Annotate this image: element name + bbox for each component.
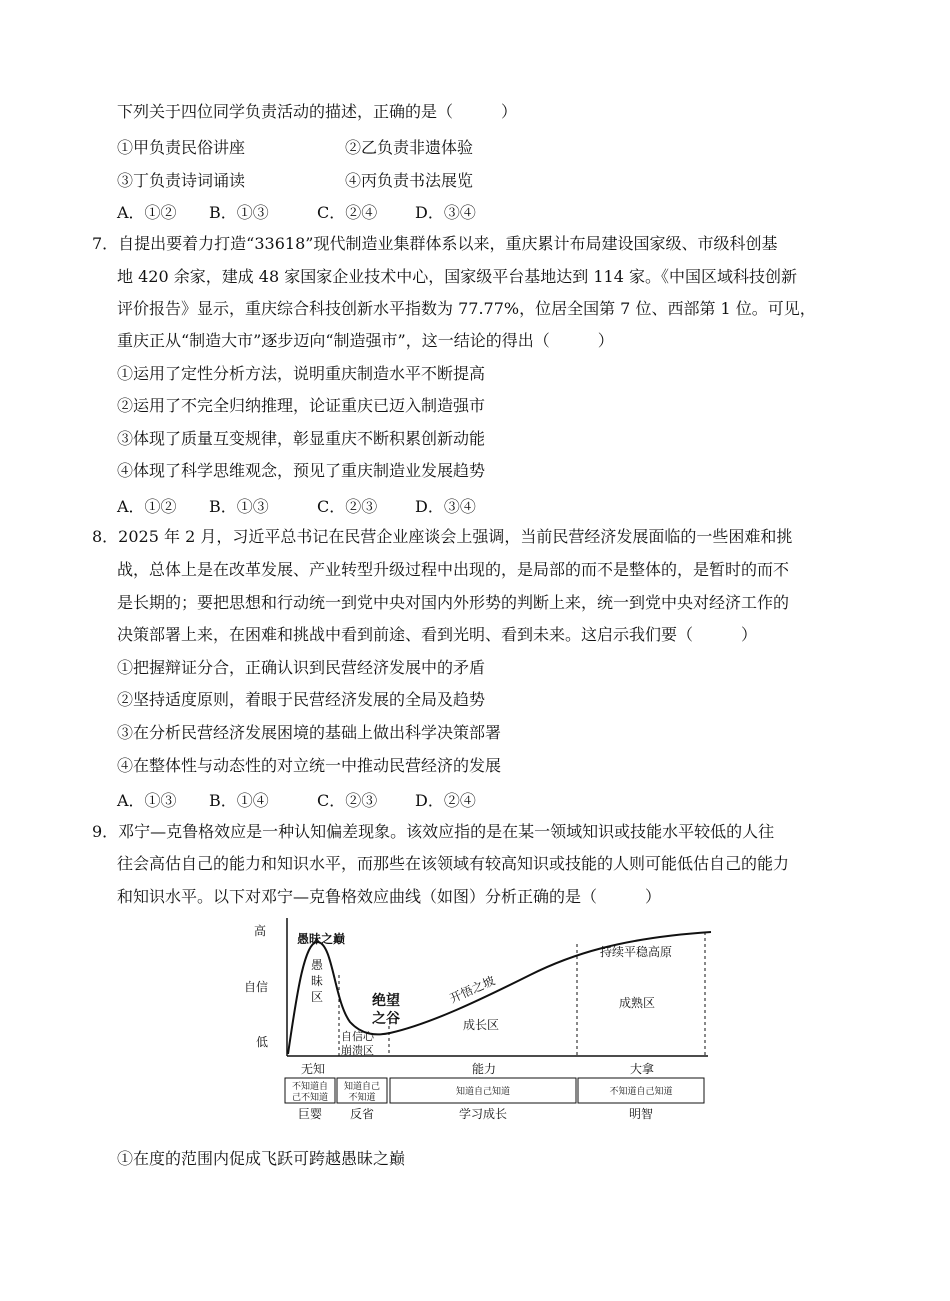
q7-line-3: 评价报告》显示，重庆综合科技创新水平指数为 77.77%，位居全国第 7 位、西部第 1 位。可见， bbox=[117, 299, 816, 318]
stage-name-1: 巨婴 bbox=[297, 1107, 323, 1121]
q6-option-a: A．①② bbox=[117, 203, 177, 222]
stage-box-1 bbox=[285, 1078, 335, 1103]
stage-box-2 bbox=[337, 1078, 387, 1103]
stage-name-4: 明智 bbox=[628, 1107, 654, 1121]
y-label-high: 高 bbox=[254, 924, 267, 938]
stage-name-3: 学习成长 bbox=[458, 1107, 508, 1121]
q6-items-row-2 bbox=[117, 168, 537, 188]
stage-box-4 bbox=[578, 1078, 704, 1103]
box1-line-1: 不知道自 bbox=[291, 1082, 329, 1092]
stage-name-2: 反省 bbox=[349, 1107, 375, 1121]
q9-item-1: ①在度的范围内促成飞跃可跨越愚昧之巅 bbox=[117, 1149, 406, 1168]
q9-line-1: 9．邓宁—克鲁格效应是一种认知偏差现象。该效应指的是在某一领域知识或技能水平较低的人往 bbox=[92, 822, 775, 841]
q8-option-c: C．②③ bbox=[317, 791, 378, 810]
q6-item-2: ②乙负责非遗体验 bbox=[345, 138, 474, 157]
q6-option-c: C．②④ bbox=[317, 203, 378, 222]
x-label-ability: 能力 bbox=[472, 1062, 497, 1076]
q7-line-2: 地 420 余家，建成 48 家国家企业技术中心，国家级平台基地达到 114 家。《中国区域科技创新 bbox=[117, 267, 797, 286]
plateau-label: 持续平稳高原 bbox=[600, 945, 673, 959]
q7-option-c: C．②③ bbox=[317, 497, 378, 516]
q8-option-d: D．②④ bbox=[415, 791, 476, 810]
peak-label: 愚昧之巅 bbox=[297, 932, 346, 946]
q6-items-row-1 bbox=[117, 135, 537, 155]
q8-item-2: ②坚持适度原则，着眼于民营经济发展的全局及趋势 bbox=[117, 690, 486, 709]
x-label-expert: 大拿 bbox=[630, 1062, 655, 1076]
q7-option-b: B．①③ bbox=[209, 497, 269, 516]
q7-line-1: 7．自提出要着力打造“33618”现代制造业集群体系以来，重庆累计布局建设国家级、市级科创基 bbox=[92, 234, 778, 253]
growth-zone-label: 成长区 bbox=[463, 1018, 500, 1032]
q7-line-4: 重庆正从“制造大市”逐步迈向“制造强市”，这一结论的得出（ ） bbox=[117, 331, 614, 350]
q9-line-2: 往会高估自己的能力和知识水平，而那些在该领域有较高知识或技能的人则可能低估自己的能力 bbox=[117, 854, 790, 873]
q7-item-4: ④体现了科学思维观念，预见了重庆制造业发展趋势 bbox=[117, 461, 486, 480]
q6-item-1: ①甲负责民俗讲座 bbox=[117, 138, 246, 157]
q8-options bbox=[117, 788, 537, 808]
y-label-low: 低 bbox=[256, 1035, 269, 1049]
collapse-label-2: 崩溃区 bbox=[341, 1044, 374, 1057]
q7-item-2: ②运用了不完全归纳推理，论证重庆已迈入制造强市 bbox=[117, 396, 486, 415]
box2-line-2: 不知道 bbox=[348, 1093, 376, 1103]
q7-item-3: ③体现了质量互变规律，彰显重庆不断积累创新动能 bbox=[117, 429, 486, 448]
box1-line-2: 己不知道 bbox=[291, 1093, 329, 1103]
q8-line-3: 是长期的；要把思想和行动统一到党中央对国内外形势的判断上来，统一到党中央对经济工作的 bbox=[117, 593, 790, 612]
q6-options bbox=[117, 200, 537, 220]
q8-item-3: ③在分析民营经济发展困境的基础上做出科学决策部署 bbox=[117, 723, 502, 742]
q8-option-b: B．①④ bbox=[209, 791, 269, 810]
q8-option-a: A．①③ bbox=[117, 791, 177, 810]
y-label-confidence: 自信 bbox=[244, 980, 269, 994]
collapse-label-1: 自信心 bbox=[341, 1030, 374, 1043]
q9-line-3: 和知识水平。以下对邓宁—克鲁格效应曲线（如图）分析正确的是（ ） bbox=[117, 887, 662, 906]
q8-line-2: 战，总体上是在改革发展、产业转型升级过程中出现的，是局部的而不是整体的，是暂时的而不 bbox=[117, 560, 790, 579]
q6-item-4: ④丙负责书法展览 bbox=[345, 171, 474, 190]
box4-text: 不知道自己知道 bbox=[609, 1087, 673, 1097]
box3-text: 知道自己知道 bbox=[455, 1087, 511, 1097]
q8-item-4: ④在整体性与动态性的对立统一中推动民营经济的发展 bbox=[117, 756, 502, 775]
zone1-char-2: 昧 bbox=[311, 974, 324, 988]
slope-label: 开悟之坡 bbox=[447, 973, 498, 1006]
q6-item-3: ③丁负责诗词诵读 bbox=[117, 171, 246, 190]
q7-option-d: D．③④ bbox=[415, 497, 476, 516]
q8-line-4: 决策部署上来，在困难和挑战中看到前途、看到光明、看到未来。这启示我们要（ ） bbox=[117, 625, 758, 644]
confidence-curve bbox=[288, 932, 711, 1054]
q8-line-1: 8．2025 年 2 月，习近平总书记在民营企业座谈会上强调，当前民营经济发展面临的一些困难和挑 bbox=[92, 527, 793, 546]
zone1-char-3: 区 bbox=[311, 990, 324, 1004]
q7-option-a: A．①② bbox=[117, 497, 177, 516]
valley-label-1: 绝望 bbox=[372, 993, 400, 1009]
q8-item-1: ①把握辩证分合，正确认识到民营经济发展中的矛盾 bbox=[117, 658, 486, 677]
q6-option-d: D．③④ bbox=[415, 203, 476, 222]
valley-label-2: 之谷 bbox=[372, 1011, 400, 1027]
q6-option-b: B．①③ bbox=[209, 203, 269, 222]
q7-options bbox=[117, 494, 537, 514]
box2-line-1: 知道自己 bbox=[343, 1082, 381, 1092]
mature-zone-label: 成熟区 bbox=[619, 996, 656, 1010]
zone1-char-1: 愚 bbox=[311, 958, 324, 972]
q7-item-1: ①运用了定性分析方法，说明重庆制造水平不断提高 bbox=[117, 364, 486, 383]
stage-box-3 bbox=[390, 1078, 576, 1103]
q6-stem: 下列关于四位同学负责活动的描述，正确的是（ ） bbox=[117, 102, 518, 121]
x-label-ignorant: 无知 bbox=[301, 1062, 326, 1076]
